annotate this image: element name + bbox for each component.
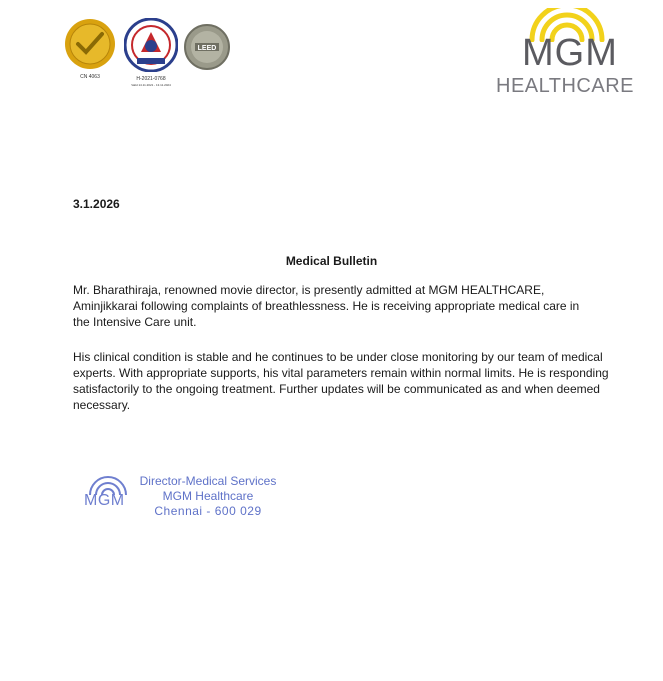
stamp-line-1: Director-Medical Services (139, 474, 277, 488)
bulletin-title: Medical Bulletin (285, 254, 378, 268)
nabh-seal-icon (124, 18, 178, 72)
stamp-line-3: Chennai - 600 029 (154, 504, 262, 518)
bulletin-paragraph-1: Mr. Bharathiraja, renowned movie director, is presently admitted at MGM HEALTHCARE, Aminjikkarai following complaints of breathlessness. He is receiving appropriate medical care in the Intensive Care unit. (73, 283, 580, 329)
bulletin-date: 3.1.2026 (73, 197, 120, 211)
svg-text:LEED: LEED (197, 45, 217, 52)
logo-tagline: HEALTHCARE (496, 75, 634, 97)
nabh-badge (124, 18, 178, 90)
bulletin-paragraph-2: His clinical condition is stable and he continues to be under close monitoring by our team of medical experts. With appropriate supports, his vital parameters remain within normal limits. He is responding satisfactorily to the ongoing treatment. Further updates will be communicated as and when deemed necessary. (73, 350, 609, 412)
leed-badge (184, 24, 230, 70)
stamp-line-2: MGM Healthcare (162, 489, 254, 503)
jci-badge (64, 18, 116, 80)
logo-brand: MGM (522, 32, 618, 74)
stamp-logo-text: MGM (84, 492, 125, 509)
jci-caption: CN 4063 (80, 74, 100, 80)
nabh-caption: H-2021-0768 (136, 76, 166, 82)
jci-seal-icon (64, 18, 116, 70)
nabh-validity: Valid 14.11.2021 - 13.11.2024 (131, 83, 171, 87)
leed-seal-icon (184, 24, 230, 70)
